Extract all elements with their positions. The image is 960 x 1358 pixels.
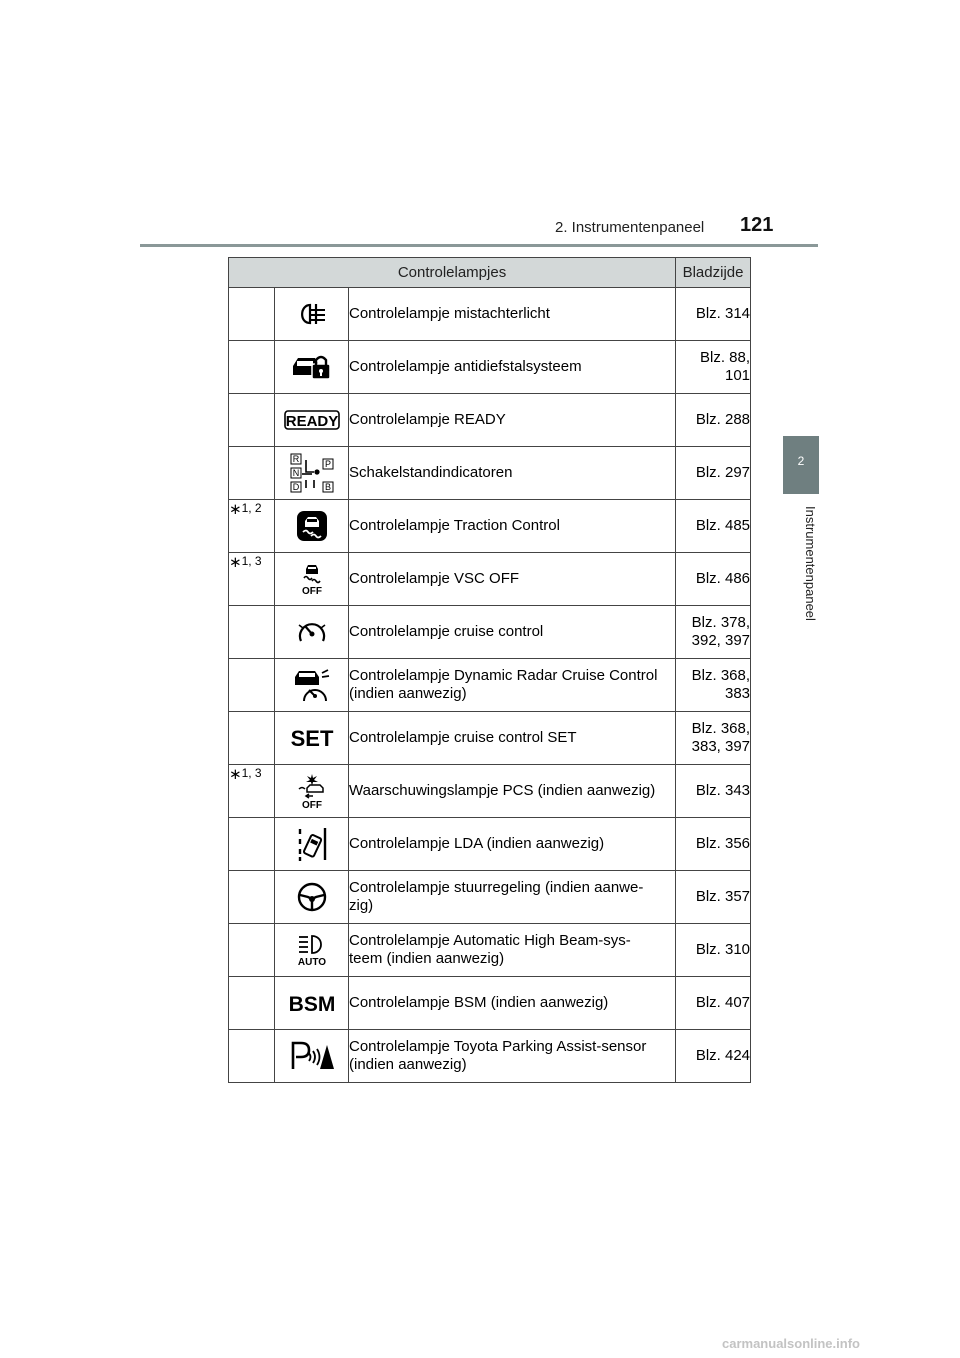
- icon-text: OFF: [301, 800, 322, 810]
- page-reference: Blz. 310: [676, 924, 751, 977]
- lamp-description: Controlelampje READY: [349, 394, 676, 447]
- footnote-ref: [229, 871, 275, 924]
- lamp-description: Controlelampje mistachterlicht: [349, 288, 676, 341]
- page-reference: Blz. 424: [676, 1030, 751, 1083]
- header-lamps: Controlelampjes: [229, 258, 676, 288]
- table-row: [229, 500, 751, 553]
- page-reference: Blz. 368, 383, 397: [676, 712, 751, 765]
- footnote-ref: [229, 924, 275, 977]
- lamp-description: Controlelampje cruise control: [349, 606, 676, 659]
- rear-fog-light-icon: [275, 288, 349, 341]
- footnote-ref: [229, 447, 275, 500]
- table-row: [229, 288, 751, 341]
- page-reference: Blz. 486: [676, 553, 751, 606]
- header-rule: [140, 244, 818, 247]
- lamp-description: Waarschuwingslampje PCS (indien aanwezig): [349, 765, 676, 818]
- table-row: [229, 606, 751, 659]
- page-number: 121: [740, 214, 774, 236]
- page-reference: Blz. 485: [676, 500, 751, 553]
- table-row: [229, 977, 751, 1030]
- lamp-description: Controlelampje Toyota Parking Assist-sensor (indien aanwezig): [349, 1030, 676, 1083]
- table-header-row: [229, 258, 751, 288]
- footnote-numbers: 1, 3: [241, 766, 262, 780]
- icon-text: SET: [290, 726, 333, 751]
- steering-control-icon: [275, 871, 349, 924]
- bsm-icon: [275, 977, 349, 1030]
- page-reference: Blz. 378, 392, 397: [676, 606, 751, 659]
- table-row: [229, 341, 751, 394]
- shift-letter: R: [292, 454, 299, 464]
- lamp-description: Controlelampje BSM (indien aanwezig): [349, 977, 676, 1030]
- footnote-ref: [229, 1030, 275, 1083]
- pcs-icon: [275, 765, 349, 818]
- footnote-ref: [229, 977, 275, 1030]
- asterisk-icon: ∗: [229, 766, 242, 783]
- footnote-ref: [229, 765, 275, 818]
- lamp-description: Controlelampje Automatic High Beam-sys- teem (indien aanwezig): [349, 924, 676, 977]
- footnote-ref: [229, 712, 275, 765]
- cruise-set-icon: [275, 712, 349, 765]
- footnote-ref: [229, 394, 275, 447]
- chapter-tab: [783, 436, 819, 494]
- page-reference: Blz. 407: [676, 977, 751, 1030]
- footnote-ref: [229, 500, 275, 553]
- asterisk-icon: ∗: [229, 501, 242, 518]
- section-title: 2. Instrumentenpaneel: [555, 219, 705, 236]
- lamp-description: Controlelampje Traction Control: [349, 500, 676, 553]
- cruise-control-icon: [275, 606, 349, 659]
- page-reference: Blz. 297: [676, 447, 751, 500]
- parking-assist-icon: [275, 1030, 349, 1083]
- asterisk-icon: ∗: [229, 554, 242, 571]
- table-row: [229, 1030, 751, 1083]
- table-row: [229, 924, 751, 977]
- shift-letter: D: [292, 482, 299, 492]
- footnote-ref: [229, 818, 275, 871]
- lamp-description: Schakelstandindicatoren: [349, 447, 676, 500]
- table-row: [229, 765, 751, 818]
- lamp-description: Controlelampje Dynamic Radar Cruise Control (indien aanwezig): [349, 659, 676, 712]
- lamp-description: Controlelampje VSC OFF: [349, 553, 676, 606]
- table-row: [229, 818, 751, 871]
- lamp-description: Controlelampje stuurregeling (indien aanwe- zig): [349, 871, 676, 924]
- radar-cruise-icon: [275, 659, 349, 712]
- table-row: [229, 659, 751, 712]
- icon-text: AUTO: [297, 957, 326, 967]
- footnote-ref: [229, 659, 275, 712]
- header-page: Bladzijde: [676, 258, 751, 288]
- chapter-label: Instrumentenpaneel: [803, 506, 818, 621]
- lda-icon: [275, 818, 349, 871]
- footnote-ref: [229, 606, 275, 659]
- watermark: carmanualsonline.info: [722, 1336, 860, 1351]
- icon-text: READY: [285, 413, 338, 430]
- shift-letter: B: [324, 482, 331, 492]
- footnote-ref: [229, 553, 275, 606]
- page-reference: Blz. 88, 101: [676, 341, 751, 394]
- shift-letter: N: [292, 468, 299, 478]
- chapter-number: 2: [797, 454, 805, 468]
- vsc-off-icon: [275, 553, 349, 606]
- footnote-ref: [229, 288, 275, 341]
- table-row: [229, 712, 751, 765]
- auto-high-beam-icon: [275, 924, 349, 977]
- table-row: [229, 447, 751, 500]
- table-row: [229, 871, 751, 924]
- security-lock-icon: [275, 341, 349, 394]
- footnote-numbers: 1, 2: [241, 501, 262, 515]
- indicator-table: [228, 257, 751, 1083]
- page-reference: Blz. 288: [676, 394, 751, 447]
- lamp-description: Controlelampje LDA (indien aanwezig): [349, 818, 676, 871]
- lamp-description: Controlelampje cruise control SET: [349, 712, 676, 765]
- footnote-numbers: 1, 3: [241, 554, 262, 568]
- shift-position-icon: [275, 447, 349, 500]
- page-reference: Blz. 343: [676, 765, 751, 818]
- icon-text: OFF: [301, 586, 322, 597]
- traction-control-icon: [275, 500, 349, 553]
- page-reference: Blz. 357: [676, 871, 751, 924]
- icon-text: BSM: [288, 993, 335, 1016]
- footnote-ref: [229, 341, 275, 394]
- table-row: [229, 553, 751, 606]
- lamp-description: Controlelampje antidiefstalsysteem: [349, 341, 676, 394]
- table-row: [229, 394, 751, 447]
- shift-letter: P: [324, 459, 331, 469]
- page-reference: Blz. 368, 383: [676, 659, 751, 712]
- ready-icon: [275, 394, 349, 447]
- page-reference: Blz. 314: [676, 288, 751, 341]
- page-reference: Blz. 356: [676, 818, 751, 871]
